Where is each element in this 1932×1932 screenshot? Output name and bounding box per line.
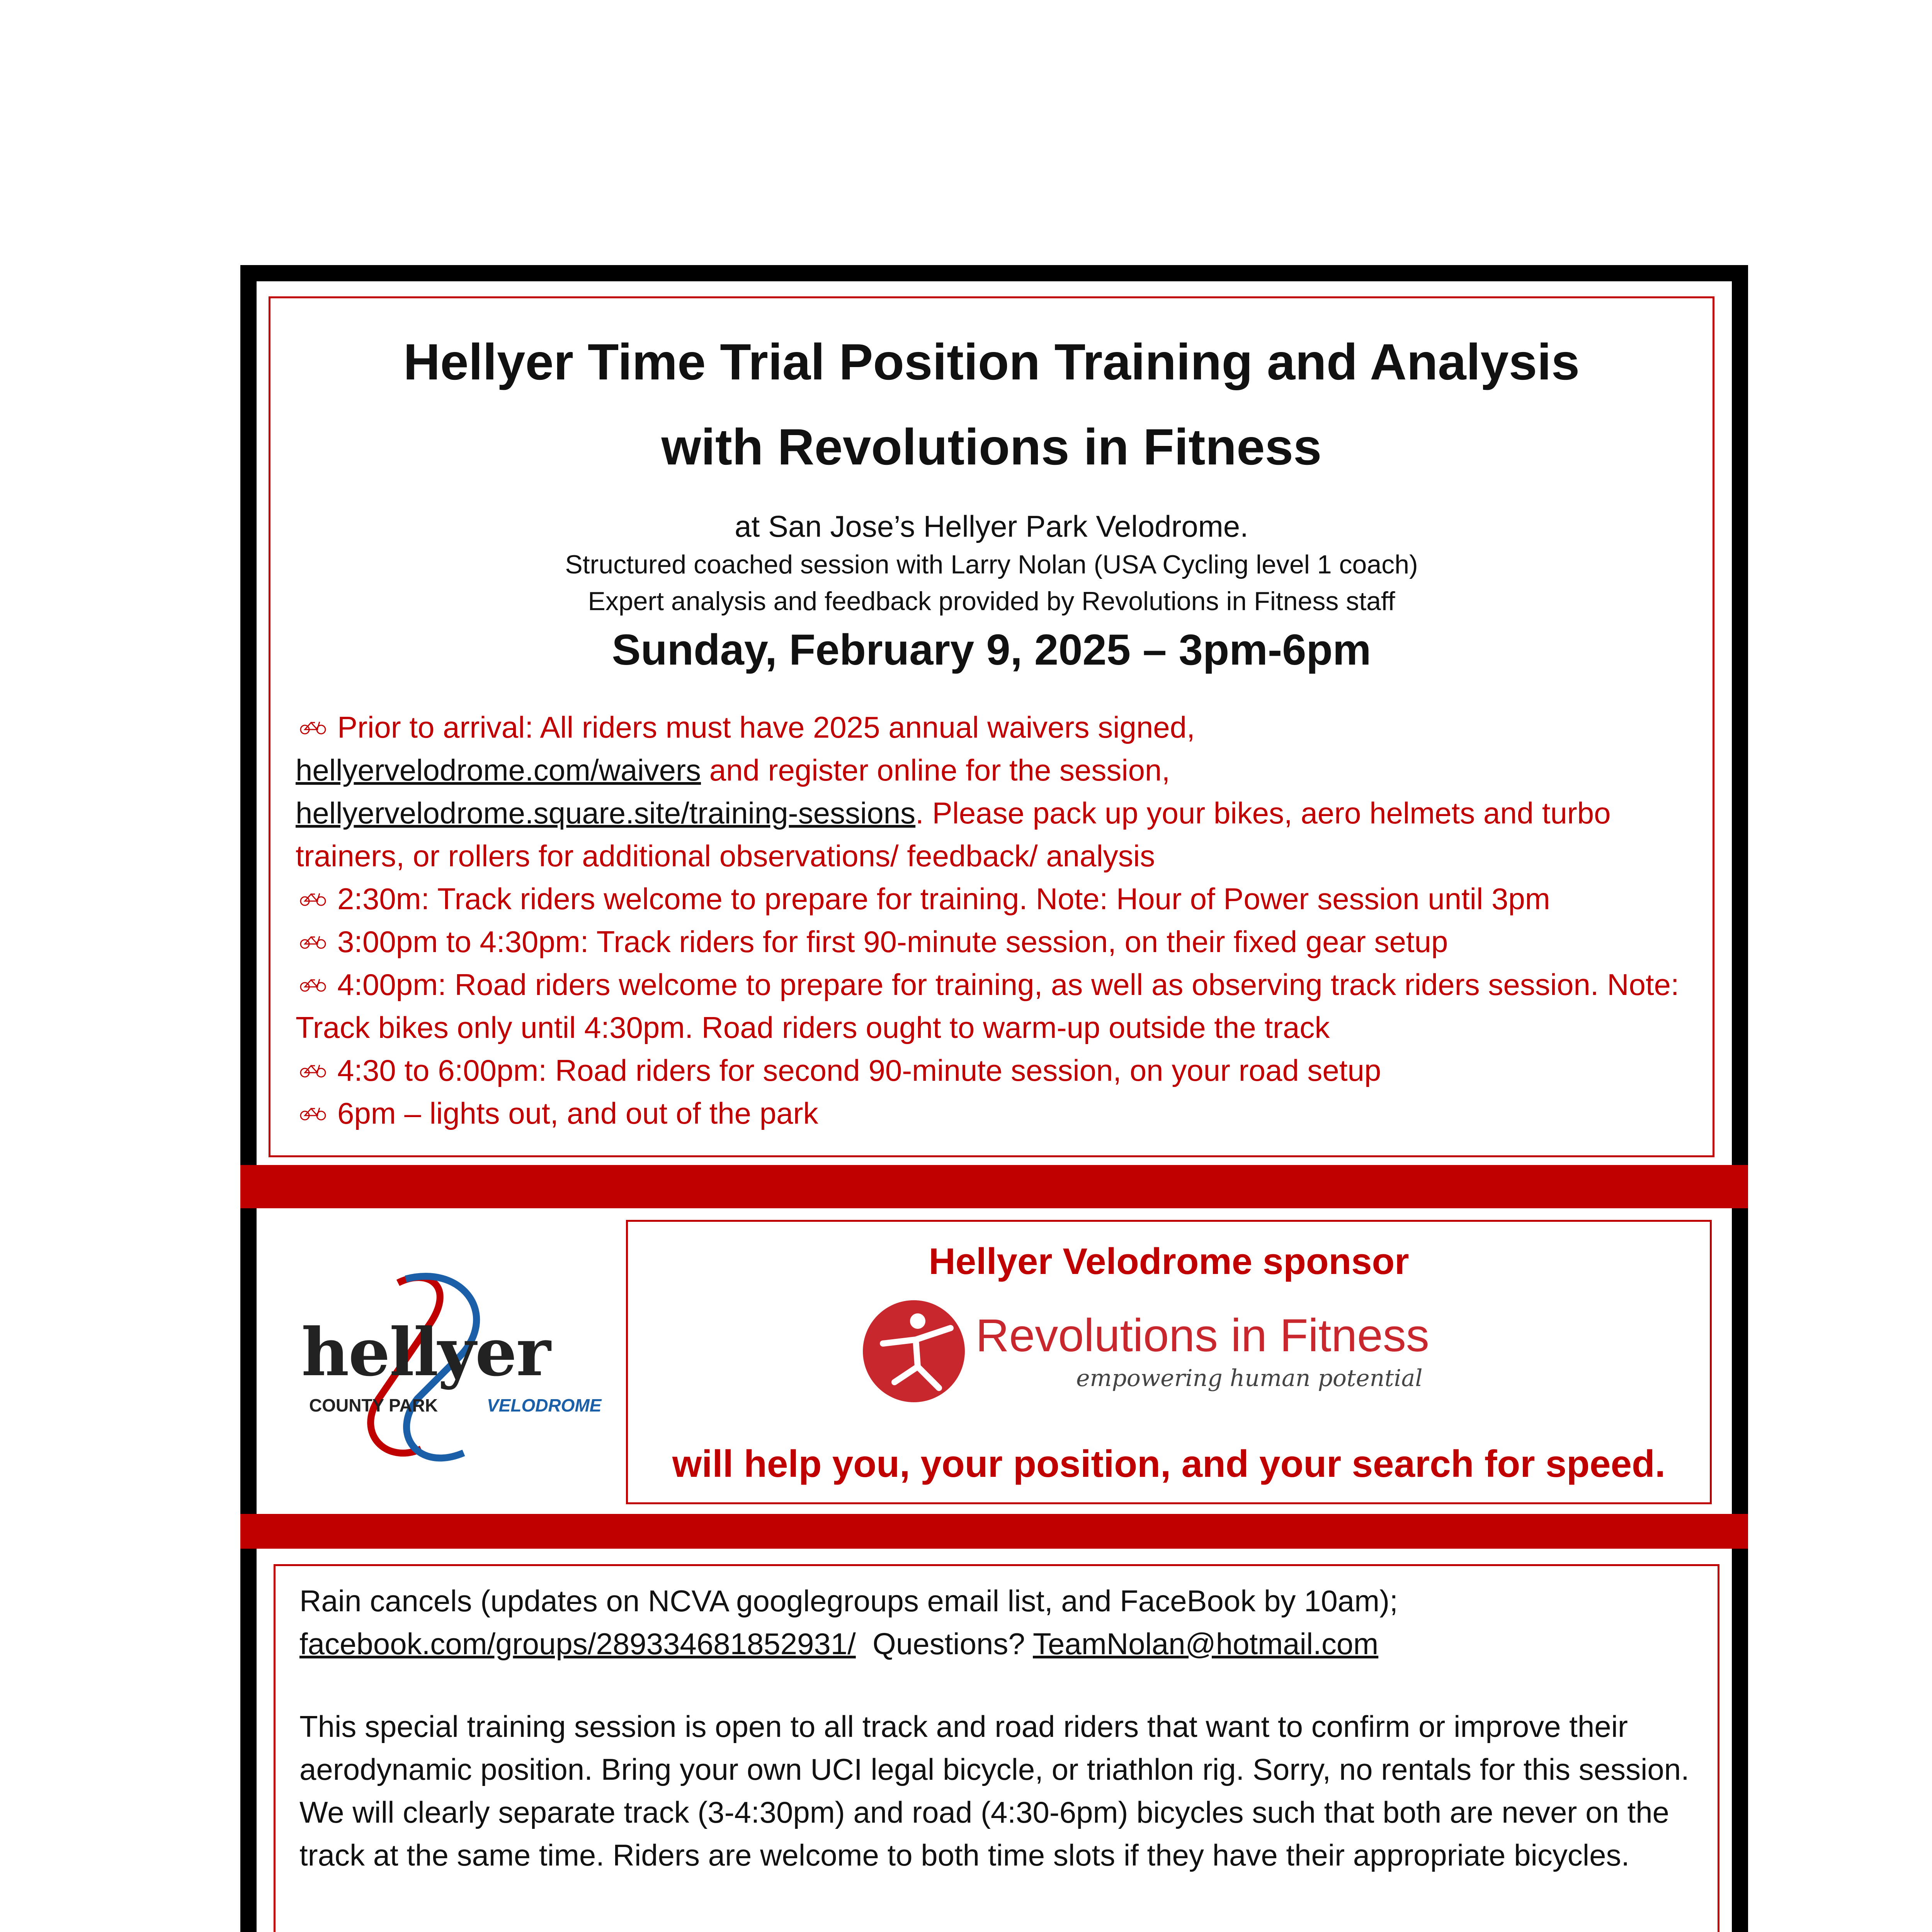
hellyer-logo-velodrome: VELODROME xyxy=(487,1395,602,1415)
session-description: This special training session is open to all track and road riders that want to confirm or improve their aerodynamic position. Bring your own UCI legal bicycle, or triathlon rig. Sorry, no rentals for this session. We will clearly separate track (3-4:30pm) and road (4:30-6pm) bicycles such that both are never on the track at the same time. Riders are welcome to both time slots if they have their appropriate bicycles. xyxy=(299,1709,1689,1872)
bicycle-icon xyxy=(299,934,327,949)
sponsor-tagline: will help you, your position, and your search for speed. xyxy=(672,1442,1666,1485)
info-box xyxy=(274,1564,1719,1932)
bicycle-icon xyxy=(299,891,327,906)
schedule-item: Prior to arrival: All riders must have 2025 annual waivers signed, hellyervelodrome.com/waivers and register online for the session, hellyervelodrome.square.site/training-sessions. Please pack up your bikes, aero helmets and turbo trainers, or rollers for additional observations/ feedback/ analysis xyxy=(296,710,1611,873)
schedule-list xyxy=(296,706,1702,1135)
bicycle-icon xyxy=(299,1063,327,1078)
schedule-item: 3:00pm to 4:30pm: Track riders for first 90-minute session, on their fixed gear setup xyxy=(296,920,1702,963)
title-line-1: Hellyer Time Trial Position Training and Analysis xyxy=(403,333,1580,390)
revolutions-logo-tagline: empowering human potential xyxy=(1076,1365,1423,1392)
schedule-item: 2:30m: Track riders welcome to prepare for training. Note: Hour of Power session until 3pm xyxy=(296,878,1702,920)
revolutions-logo-name: Revolutions in Fitness xyxy=(976,1310,1429,1361)
revolutions-in-fitness-logo xyxy=(860,1297,1486,1413)
title-line-2: with Revolutions in Fitness xyxy=(661,418,1322,475)
bicycle-icon xyxy=(299,977,327,992)
schedule-item: 6pm – lights out, and out of the park xyxy=(296,1092,1702,1135)
coach-line: Structured coached session with Larry Nolan (USA Cycling level 1 coach) xyxy=(565,550,1418,579)
schedule-item: 4:00pm: Road riders welcome to prepare for training, as well as observing track riders session. Note: Track bikes only until 4:30pm. Road riders ought to warm-up outside the track xyxy=(296,968,1679,1044)
schedule-item: 4:30 to 6:00pm: Road riders for second 90-minute session, on your road setup xyxy=(296,1049,1702,1092)
hellyer-logo-county-park: COUNTY PARK xyxy=(309,1395,438,1415)
hellyer-wordmark: hellyer xyxy=(301,1314,550,1391)
sponsor-box xyxy=(626,1220,1712,1504)
red-divider-band xyxy=(240,1165,1748,1208)
waivers-link[interactable]: hellyervelodrome.com/waivers xyxy=(296,753,701,787)
staff-line: Expert analysis and feedback provided by Revolutions in Fitness staff xyxy=(588,587,1395,616)
hellyer-velodrome-logo xyxy=(301,1271,626,1472)
header-box xyxy=(269,296,1714,1157)
location-line: at San Jose’s Hellyer Park Velodrome. xyxy=(735,509,1248,543)
email-link[interactable]: TeamNolan@hotmail.com xyxy=(1033,1627,1379,1661)
event-date: Sunday, February 9, 2025 – 3pm-6pm xyxy=(612,626,1371,674)
sponsor-heading: Hellyer Velodrome sponsor xyxy=(929,1241,1409,1282)
rain-notice: Rain cancels (updates on NCVA googlegroups email list, and FaceBook by 10am); facebook.com/groups/289334681852931/ Questions? TeamNolan@hotmail.com xyxy=(299,1584,1398,1661)
bicycle-icon xyxy=(299,1105,327,1121)
runner-circle-logo-icon xyxy=(860,1297,976,1413)
registration-link[interactable]: hellyervelodrome.square.site/training-sessions xyxy=(296,796,916,830)
bicycle-icon xyxy=(299,719,327,735)
red-divider-band xyxy=(240,1514,1748,1549)
facebook-group-link[interactable]: facebook.com/groups/289334681852931/ xyxy=(299,1627,856,1661)
